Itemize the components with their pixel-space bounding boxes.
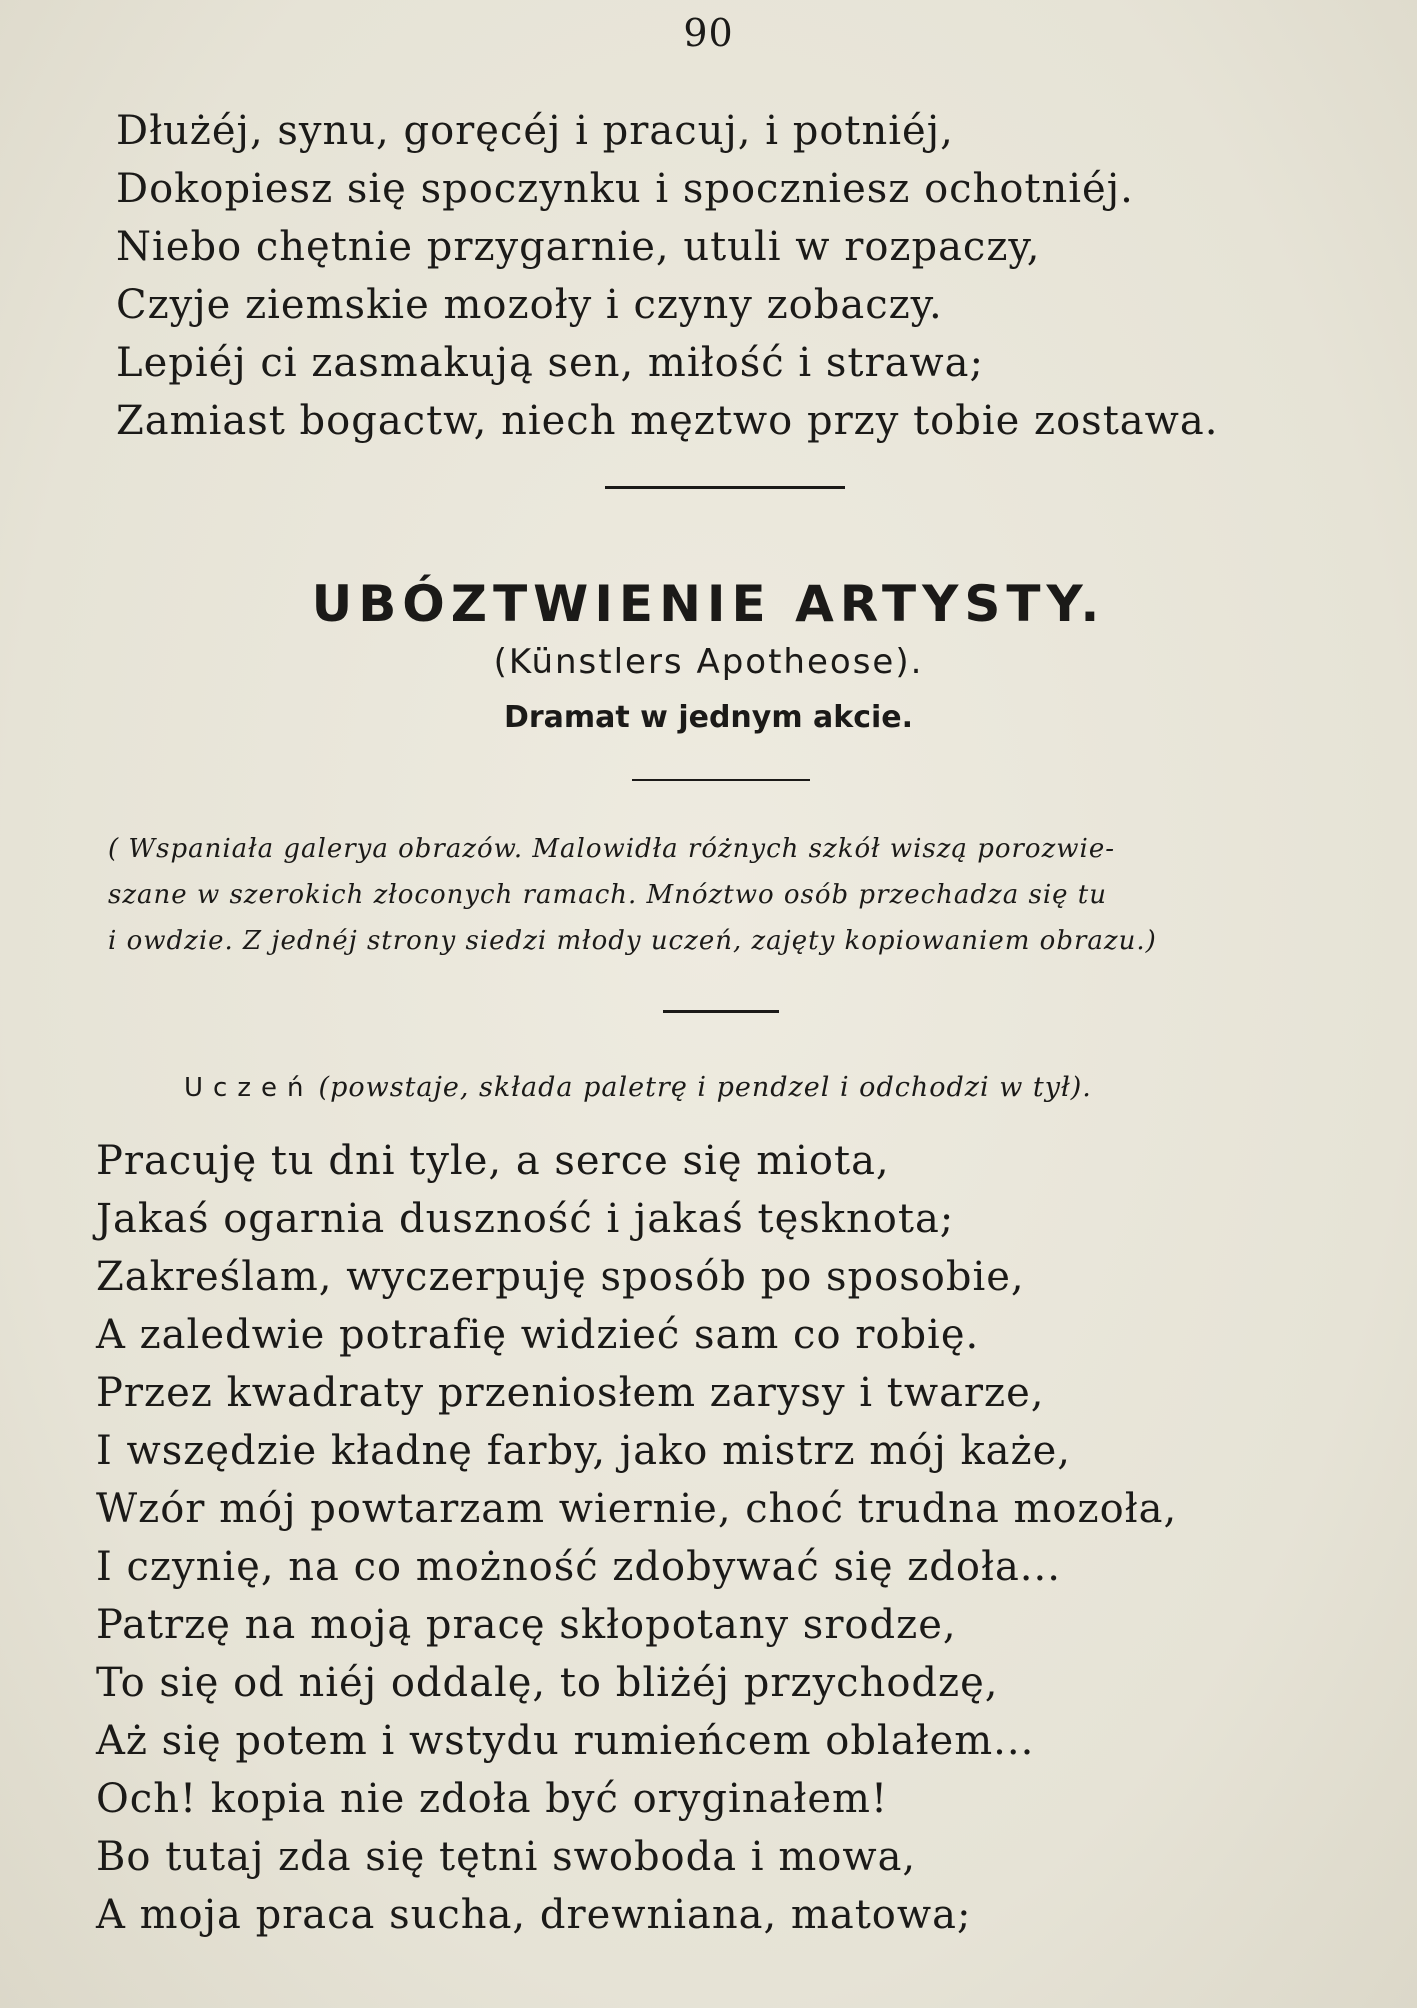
verse-line: Patrzę na moją pracę skłopotany srodze, [96,1602,957,1648]
drama-title: UBÓZTWIENIE ARTYSTY. [311,575,1106,633]
verse-line: Bo tutaj zda się tętni swoboda i mowa, [96,1834,917,1880]
verse-line: Przez kwadraty przeniosłem zarysy i twarze, [96,1370,1045,1416]
verse-line: Jakaś ogarnia duszność i jakaś tęsknota; [96,1196,955,1242]
section-divider [605,486,845,489]
verse-line: Zamiast bogactw, niech męztwo przy tobie zostawa. [116,398,1219,444]
verse-line: Pracuję tu dni tyle, a serce się miota, [96,1138,890,1184]
verse-line: I czynię, na co możność zdobywać się zdoła... [96,1544,1061,1590]
stage-direction-line: i owdzie. Z jednéj strony siedzi młody uczeń, zajęty kopiowaniem obrazu.) [108,926,1157,956]
verse-line: Zakreślam, wyczerpuję sposób po sposobie, [96,1254,1025,1300]
stage-direction [108,826,1326,964]
verse-line: Niebo chętnie przygarnie, utuli w rozpaczy, [116,224,1041,270]
page-number: 90 [683,11,734,55]
drama-genre: Dramat w jednym akcie. [503,700,914,735]
verse-line: Aż się potem i wstydu rumieńcem oblałem... [96,1718,1035,1764]
stage-direction-line: ( Wspaniała galerya obrazów. Malowidła różnych szkół wiszą porozwie- [108,834,1116,864]
verse-line: Lepiéj ci zasmakują sen, miłość i strawa; [116,340,984,386]
verse-line: Czyje ziemskie mozoły i czyny zobaczy. [116,282,943,328]
verse-line: Dokopiesz się spoczynku i spoczniesz ochotniéj. [116,166,1134,212]
drama-subtitle: (Künstlers Apotheose). [493,642,924,682]
stage-divider [663,1010,779,1013]
verse-line: Och! kopia nie zdoła być oryginałem! [96,1776,889,1822]
title-divider [632,779,810,781]
verse-line: Wzór mój powtarzam wiernie, choć trudna mozoła, [96,1486,1178,1532]
speaker-name: Uczeń [184,1073,314,1103]
speaker-action: (powstaje, składa paletrę i pendzel i odchodzi w tył). [318,1072,1092,1103]
verse-monologue [96,1132,1356,1944]
verse-line: I wszędzie kładnę farby, jako mistrz mój każe, [96,1428,1071,1474]
speaker-line [184,1066,1324,1110]
verse-line: Dłużéj, synu, goręcéj i pracuj, i potniéj, [116,108,954,154]
verse-stanza-top [116,102,1356,450]
verse-line: To się od niéj oddalę, to bliżéj przychodzę, [96,1660,999,1706]
verse-line: A zaledwie potrafię widzieć sam co robię. [96,1312,980,1358]
stage-direction-line: szane w szerokich złoconych ramach. Mnóztwo osób przechadza się tu [108,880,1108,910]
verse-line: A moja praca sucha, drewniana, matowa; [96,1892,972,1938]
